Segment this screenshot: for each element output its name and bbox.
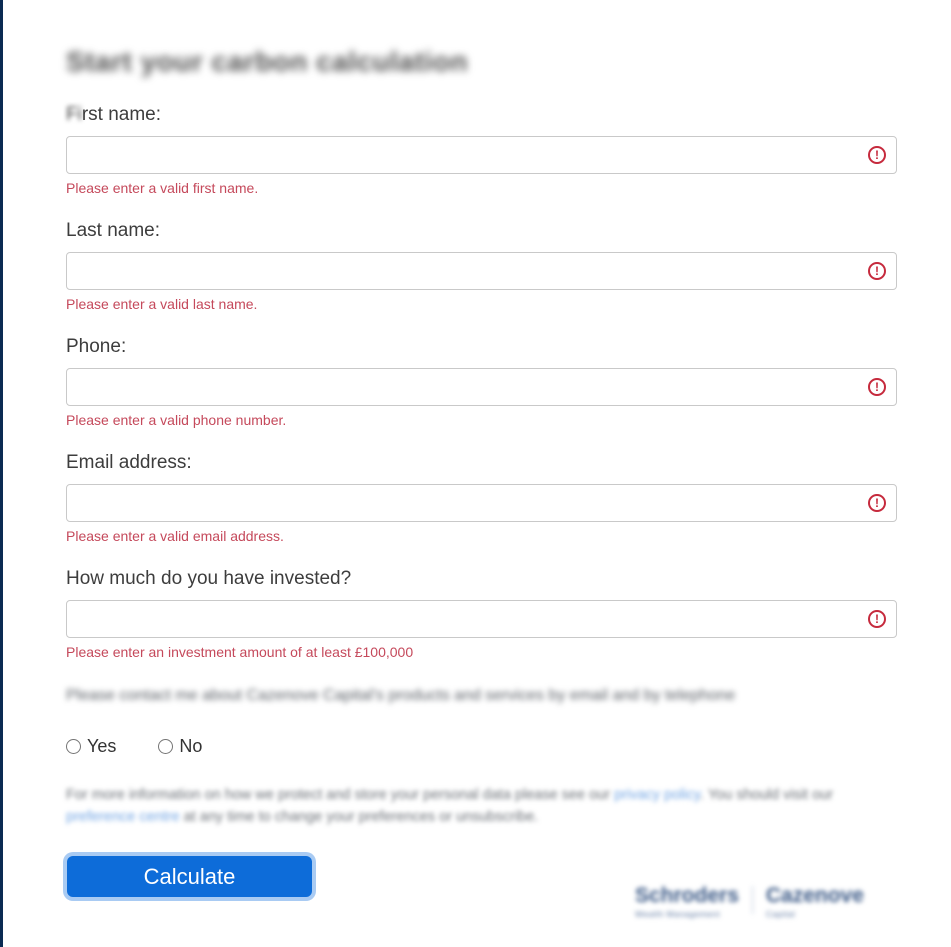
first-name-label-rest: rst name: <box>81 104 162 125</box>
phone-group <box>66 336 897 428</box>
calculate-button[interactable]: Calculate <box>67 856 312 897</box>
error-icon: ! <box>868 494 886 512</box>
privacy-policy-link[interactable]: privacy policy <box>614 787 701 803</box>
consent-no-radio[interactable] <box>158 739 173 754</box>
disclaimer-text: For more information on how we protect and store your personal data please see our <box>66 787 615 803</box>
consent-option-yes[interactable] <box>66 736 116 757</box>
privacy-disclaimer <box>66 784 891 828</box>
last-name-error: Please enter a valid last name. <box>66 296 258 312</box>
consent-radio-group <box>66 736 897 757</box>
first-name-input[interactable] <box>66 136 897 174</box>
cazenove-logo-subtext: Capital <box>765 909 796 919</box>
first-name-label-blurred: Fi <box>66 104 82 125</box>
brand-logos <box>635 884 864 919</box>
invested-amount-input[interactable] <box>66 600 897 638</box>
consent-no-label: No <box>179 736 203 756</box>
phone-label: Phone: <box>66 336 127 357</box>
invested-amount-error: Please enter an investment amount of at least £100,000 <box>66 644 414 660</box>
error-icon: ! <box>868 378 886 396</box>
phone-error: Please enter a valid phone number. <box>66 412 287 428</box>
phone-input[interactable] <box>66 368 897 406</box>
email-error: Please enter a valid email address. <box>66 528 284 544</box>
cazenove-logo-text: Cazenove <box>765 884 864 907</box>
first-name-group <box>66 104 897 196</box>
cazenove-logo <box>766 884 864 919</box>
consent-yes-label: Yes <box>87 736 117 756</box>
email-input-wrap <box>66 484 897 522</box>
invested-amount-label: How much do you have invested? <box>66 568 352 589</box>
schroders-logo <box>635 884 739 919</box>
email-group <box>66 452 897 544</box>
consent-yes-radio[interactable] <box>66 739 81 754</box>
page-title: Start your carbon calculation <box>66 46 468 77</box>
left-accent-bar <box>0 0 3 947</box>
schroders-logo-text: Schroders <box>635 884 739 907</box>
first-name-label <box>66 104 897 126</box>
first-name-error: Please enter a valid first name. <box>66 180 259 196</box>
consent-question: Please contact me about Cazenove Capital's products and services by email and by telephone <box>66 687 736 704</box>
disclaimer-text: . You should visit our <box>700 787 834 803</box>
last-name-label: Last name: <box>66 220 160 241</box>
consent-option-no[interactable] <box>158 736 202 757</box>
error-icon: ! <box>868 610 886 628</box>
invested-amount-group <box>66 568 897 660</box>
invested-amount-input-wrap <box>66 600 897 638</box>
disclaimer-text: at any time to change your preferences or unsubscribe. <box>179 809 539 825</box>
email-input[interactable] <box>66 484 897 522</box>
error-icon: ! <box>868 262 886 280</box>
last-name-input-wrap <box>66 252 897 290</box>
preference-centre-link[interactable]: preference centre <box>66 809 180 825</box>
first-name-input-wrap <box>66 136 897 174</box>
carbon-calculator-form <box>66 0 897 897</box>
phone-input-wrap <box>66 368 897 406</box>
error-icon: ! <box>868 146 886 164</box>
last-name-input[interactable] <box>66 252 897 290</box>
email-label: Email address: <box>66 452 192 473</box>
logo-divider <box>752 886 753 914</box>
last-name-group <box>66 220 897 312</box>
schroders-logo-subtext: Wealth Management <box>635 909 721 919</box>
